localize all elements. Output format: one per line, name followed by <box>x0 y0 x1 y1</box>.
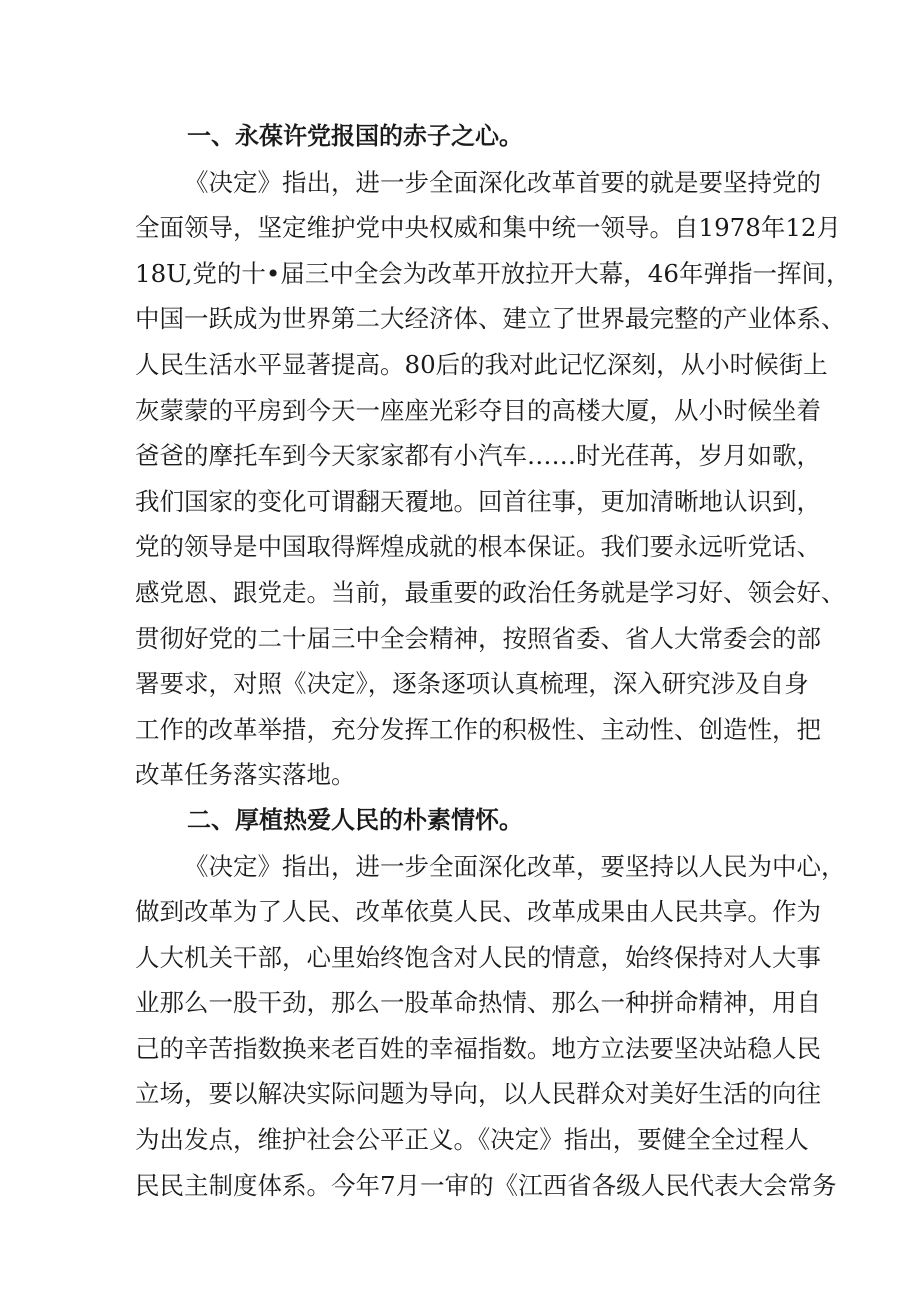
paragraph-line: 改革任务落实落地。 <box>135 760 356 790</box>
paragraph-line: 灰蒙蒙的平房到今天一座座光彩夺目的高楼大厦，从小时候坐着 <box>135 395 821 425</box>
paragraph-line: 民民主制度体系。今年7月一审的《江西省各级人民代表大会常务 <box>135 1170 837 1200</box>
paragraph-line: 爸爸的摩托车到今天家家都有小汽车……时光荏苒，岁月如歌， <box>135 441 821 471</box>
paragraph-line: 贯彻好党的二十届三中全会精神，按照省委、省人大常委会的部 <box>135 623 821 653</box>
paragraph-line: 党的领导是中国取得辉煌成就的根本保证。我们要永远听党话、 <box>135 532 821 562</box>
paragraph-line: 《决定》指出，进一步全面深化改革，要坚持以人民为中心， <box>184 851 846 881</box>
paragraph-line: 中国一跃成为世界第二大经济体、建立了世界最完整的产业体系、 <box>135 304 846 334</box>
section-heading-2: 二、厚植热爱人民的朴素情怀。 <box>187 805 523 834</box>
paragraph-line: 全面领导，坚定维护党中央权威和集中统一领导。自1978年12月 <box>135 213 842 243</box>
paragraph-line: 立场，要以解决实际问题为导向，以人民群众对美好生活的向往 <box>135 1079 821 1109</box>
paragraph-line: 为出发点，维护社会公平正义。《决定》指出，要健全全过程人 <box>135 1125 809 1155</box>
paragraph-line: 己的辛苦指数换来老百姓的幸福指数。地方立法要坚决站稳人民 <box>135 1033 821 1063</box>
paragraph-line: 18U,党的十•届三中全会为改革开放拉开大幕，46年弹指一挥间， <box>135 258 851 288</box>
paragraph-line: 人民生活水平显著提高。80后的我对此记忆深刻，从小时候街上 <box>135 349 828 379</box>
paragraph-line: 《决定》指出，进一步全面深化改革首要的就是要坚持党的 <box>184 167 821 197</box>
section-heading-1: 一、永葆许党报国的赤子之心。 <box>187 122 523 150</box>
paragraph-line: 感党恩、跟党走。当前，最重要的政治任务就是学习好、领会好、 <box>135 577 846 607</box>
paragraph-line: 人大机关干部，心里始终饱含对人民的情意，始终保持对人大事 <box>135 942 821 972</box>
paragraph-line: 我们国家的变化可谓翻天覆地。回首往事，更加清晰地认识到， <box>135 486 821 516</box>
paragraph-line: 署要求，对照《决定》，逐条逐项认真梳理，深入研究涉及自身 <box>135 669 809 699</box>
paragraph-line: 业那么一股干劲，那么一股革命热情、那么一种拼命精神，用自 <box>135 988 821 1018</box>
document-body <box>135 114 851 1208</box>
paragraph-line: 做到改革为了人民、改革依莫人民、改革成果由人民共享。作为 <box>135 897 821 927</box>
paragraph-line: 工作的改革举措，充分发挥工作的积极性、主动性、创造性，把 <box>135 714 821 744</box>
